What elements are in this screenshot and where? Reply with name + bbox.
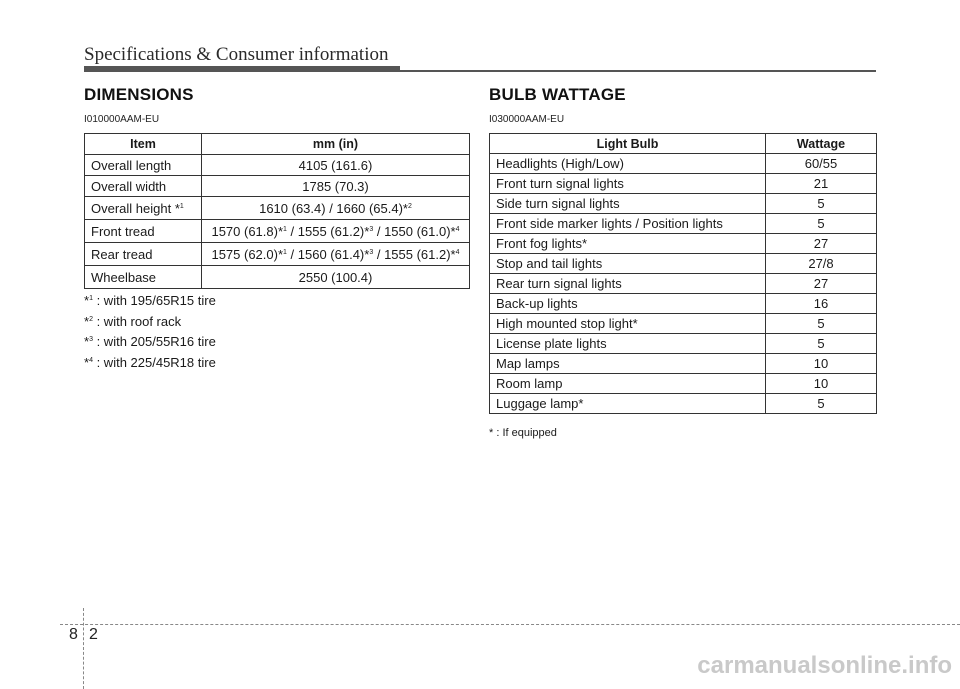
table-row <box>490 294 877 314</box>
dimensions-title: DIMENSIONS <box>84 85 194 104</box>
bulb-wattage: 10 <box>766 354 877 374</box>
bulb-wattage: 5 <box>766 214 877 234</box>
bulb-wattage: 60/55 <box>766 154 877 174</box>
note-marker: 2 <box>89 315 93 323</box>
header-rule-thin <box>400 70 876 72</box>
table-row <box>85 197 470 220</box>
page-number: 2 <box>89 626 98 643</box>
bulb-name: Front fog lights* <box>490 234 766 254</box>
dimensions-header-item: Item <box>85 134 202 155</box>
footnote-marker: 1 <box>179 202 184 210</box>
footnote-marker: 3 <box>369 248 374 256</box>
page-header-title: Specifications & Consumer information <box>84 44 389 65</box>
note-text: : with 205/55R16 tire <box>92 334 216 349</box>
bulb-name: Side turn signal lights <box>490 194 766 214</box>
dimension-value <box>202 220 470 243</box>
note-item <box>84 311 216 332</box>
dimension-item <box>85 197 202 220</box>
bulb-name: Map lamps <box>490 354 766 374</box>
table-row <box>490 154 877 174</box>
value-part: / 1560 (61.4)* <box>286 246 370 262</box>
table-row <box>85 220 470 243</box>
note-text: : with 225/45R18 tire <box>92 354 216 370</box>
note-marker: 1 <box>89 295 93 302</box>
bulb-header-wattage: Wattage <box>766 134 877 154</box>
bulb-header-light: Light Bulb <box>490 134 766 154</box>
note-mark: * <box>84 354 90 370</box>
dimension-item-text: Overall height * <box>91 200 180 216</box>
table-row <box>490 394 877 414</box>
bulb-wattage: 27 <box>766 234 877 254</box>
watermark: carmanualsonline.info <box>697 652 952 679</box>
dimension-value: 1785 (70.3) <box>202 176 470 197</box>
note-marker: 3 <box>89 336 93 343</box>
bulb-name: High mounted stop light* <box>490 314 766 334</box>
dimensions-table <box>84 133 470 289</box>
dimension-item: Wheelbase <box>85 266 202 289</box>
table-row <box>490 334 877 354</box>
dimension-item: Overall length <box>85 155 202 176</box>
table-row <box>490 254 877 274</box>
bulb-name: Room lamp <box>490 374 766 394</box>
bulb-wattage: 21 <box>766 174 877 194</box>
bulb-name: Front side marker lights / Position lights <box>490 214 766 234</box>
bulb-wattage: 27 <box>766 274 877 294</box>
footnote-marker: 1 <box>283 248 287 256</box>
note-marker: 4 <box>89 356 93 364</box>
dimension-value-text: 1610 (63.4) / 1660 (65.4)* <box>259 200 408 216</box>
table-row <box>85 243 470 266</box>
bulb-wattage: 5 <box>766 194 877 214</box>
bulb-name: Stop and tail lights <box>490 254 766 274</box>
value-part: 1575 (62.0)* <box>211 246 284 262</box>
footer-divider <box>60 624 960 625</box>
page-section-number: 8 <box>69 626 78 643</box>
header-rule-thick <box>84 66 400 72</box>
bulb-wattage: 27/8 <box>766 254 877 274</box>
table-row <box>490 194 877 214</box>
table-row <box>490 374 877 394</box>
bulb-wattage-title: BULB WATTAGE <box>489 85 626 104</box>
table-row <box>490 214 877 234</box>
note-text: : with 195/65R15 tire <box>92 293 216 308</box>
bulb-wattage: 5 <box>766 314 877 334</box>
table-row <box>85 155 470 176</box>
note-item <box>84 352 216 373</box>
value-part: / 1555 (61.2)* <box>373 246 456 262</box>
dimensions-header-mm: mm (in) <box>202 134 470 155</box>
value-part: 1570 (61.8)* <box>211 223 284 239</box>
dimension-value: 2550 (100.4) <box>202 266 470 289</box>
dimension-item: Rear tread <box>85 243 202 266</box>
bulb-wattage-code: I030000AAM-EU <box>489 114 565 125</box>
footnote-marker: 1 <box>283 225 287 233</box>
bulb-name: Rear turn signal lights <box>490 274 766 294</box>
table-row <box>490 274 877 294</box>
bulb-wattage: 10 <box>766 374 877 394</box>
bulb-wattage: 5 <box>766 334 877 354</box>
table-row <box>85 176 470 197</box>
bulb-wattage: 16 <box>766 294 877 314</box>
bulb-name: Back-up lights <box>490 294 766 314</box>
dimension-value <box>202 243 470 266</box>
bulb-name: Front turn signal lights <box>490 174 766 194</box>
note-item <box>84 331 216 352</box>
table-row <box>490 234 877 254</box>
table-row <box>85 266 470 289</box>
footnote-marker: 4 <box>455 248 460 256</box>
bulb-name: License plate lights <box>490 334 766 354</box>
bulb-wattage-table <box>489 133 877 414</box>
table-row <box>490 174 877 194</box>
footer-vertical-divider <box>83 608 84 689</box>
bulb-footnote: * : If equipped <box>489 427 557 439</box>
table-row <box>490 354 877 374</box>
footnote-marker: 4 <box>455 225 460 233</box>
dimension-value: 4105 (161.6) <box>202 155 470 176</box>
note-text: : with roof rack <box>92 313 182 329</box>
value-part: / 1550 (61.0)* <box>373 223 456 239</box>
footnote-marker: 2 <box>407 202 412 210</box>
note-mark: * <box>84 313 90 329</box>
dimension-notes <box>84 290 216 372</box>
bulb-name: Headlights (High/Low) <box>490 154 766 174</box>
table-row <box>490 314 877 334</box>
bulb-name: Luggage lamp* <box>490 394 766 414</box>
dimension-item: Front tread <box>85 220 202 243</box>
value-part: / 1555 (61.2)* <box>286 223 370 239</box>
note-mark: * <box>84 293 90 308</box>
note-mark: * <box>84 334 90 349</box>
dimensions-code: I010000AAM-EU <box>84 114 160 125</box>
dimension-value <box>202 197 470 220</box>
note-item <box>84 290 216 311</box>
dimension-item: Overall width <box>85 176 202 197</box>
footnote-marker: 3 <box>369 225 374 233</box>
bulb-wattage: 5 <box>766 394 877 414</box>
